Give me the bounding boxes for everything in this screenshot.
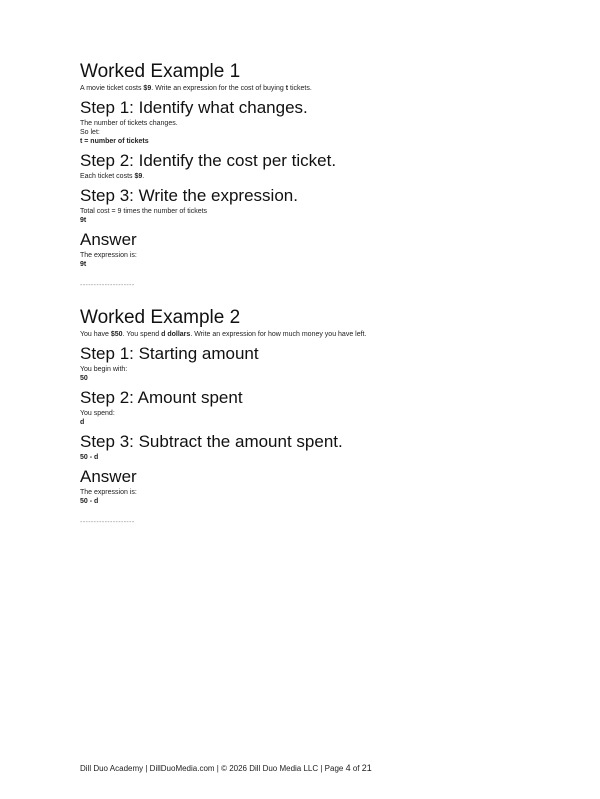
step-expression: 9t: [80, 217, 87, 224]
step-text: [80, 172, 550, 181]
step-value: 50: [80, 375, 88, 382]
example-1-step-2-heading: Step 2: Identify the cost per ticket.: [80, 151, 337, 170]
example-2-step-3-heading: Step 3: Subtract the amount spent.: [80, 432, 343, 451]
prompt-text: tickets.: [288, 85, 312, 92]
worksheet-page: [80, 60, 550, 527]
step-expression: 50 - d: [80, 454, 99, 461]
step-text: So let:: [80, 129, 100, 136]
prompt-price: $9: [143, 85, 152, 92]
prompt-text: You have: [80, 331, 111, 338]
prompt-text: . You spend: [122, 331, 162, 338]
step-value: d: [80, 419, 85, 426]
answer-expression: 50 - d: [80, 498, 99, 505]
example-2-title: Worked Example 2: [80, 307, 241, 328]
prompt-text: . Write an expression for how much money you have left.: [190, 331, 367, 338]
step-text: You spend:: [80, 410, 115, 417]
prompt-text: A movie ticket costs: [80, 85, 144, 92]
example-1-step-3-heading: Step 3: Write the expression.: [80, 186, 298, 205]
example-2-step-2-heading: Step 2: Amount spent: [80, 388, 243, 407]
answer-text: The expression is:: [80, 252, 137, 259]
step-definition: t = number of tickets: [80, 138, 149, 145]
step-text-part: .: [142, 173, 145, 180]
page-number: 4: [345, 763, 351, 773]
step-text-part: Each ticket costs: [80, 173, 135, 180]
prompt-text: . Write an expression for the cost of buying: [151, 85, 286, 92]
footer-of: of: [350, 764, 362, 773]
example-2-step-1-heading: Step 1: Starting amount: [80, 344, 259, 363]
section-separator: --------------------: [80, 282, 135, 289]
prompt-amount: $50: [110, 331, 123, 338]
example-2-prompt: [80, 330, 550, 339]
spacer: [80, 290, 550, 306]
example-2-answer-heading: Answer: [80, 467, 137, 486]
example-1-step-1-heading: Step 1: Identify what changes.: [80, 98, 308, 117]
step-text: The number of tickets changes.: [80, 120, 178, 127]
answer-expression: 9t: [80, 261, 87, 268]
example-1-answer-heading: Answer: [80, 230, 137, 249]
prompt-variable: d dollars: [161, 331, 191, 338]
prompt-variable: t: [285, 85, 289, 92]
page-footer: [80, 763, 372, 773]
step-text: Total cost = 9 times the number of tickets: [80, 208, 208, 215]
section-separator: --------------------: [80, 519, 135, 526]
example-1-title: Worked Example 1: [80, 61, 241, 82]
footer-text: Dill Duo Academy | DillDuoMedia.com | © 2026 Dill Duo Media LLC | Page: [80, 764, 346, 773]
step-price: $9: [134, 173, 143, 180]
answer-text: The expression is:: [80, 489, 137, 496]
page-total: 21: [361, 763, 372, 773]
example-1-prompt: [80, 84, 550, 93]
step-text: You begin with:: [80, 366, 128, 373]
